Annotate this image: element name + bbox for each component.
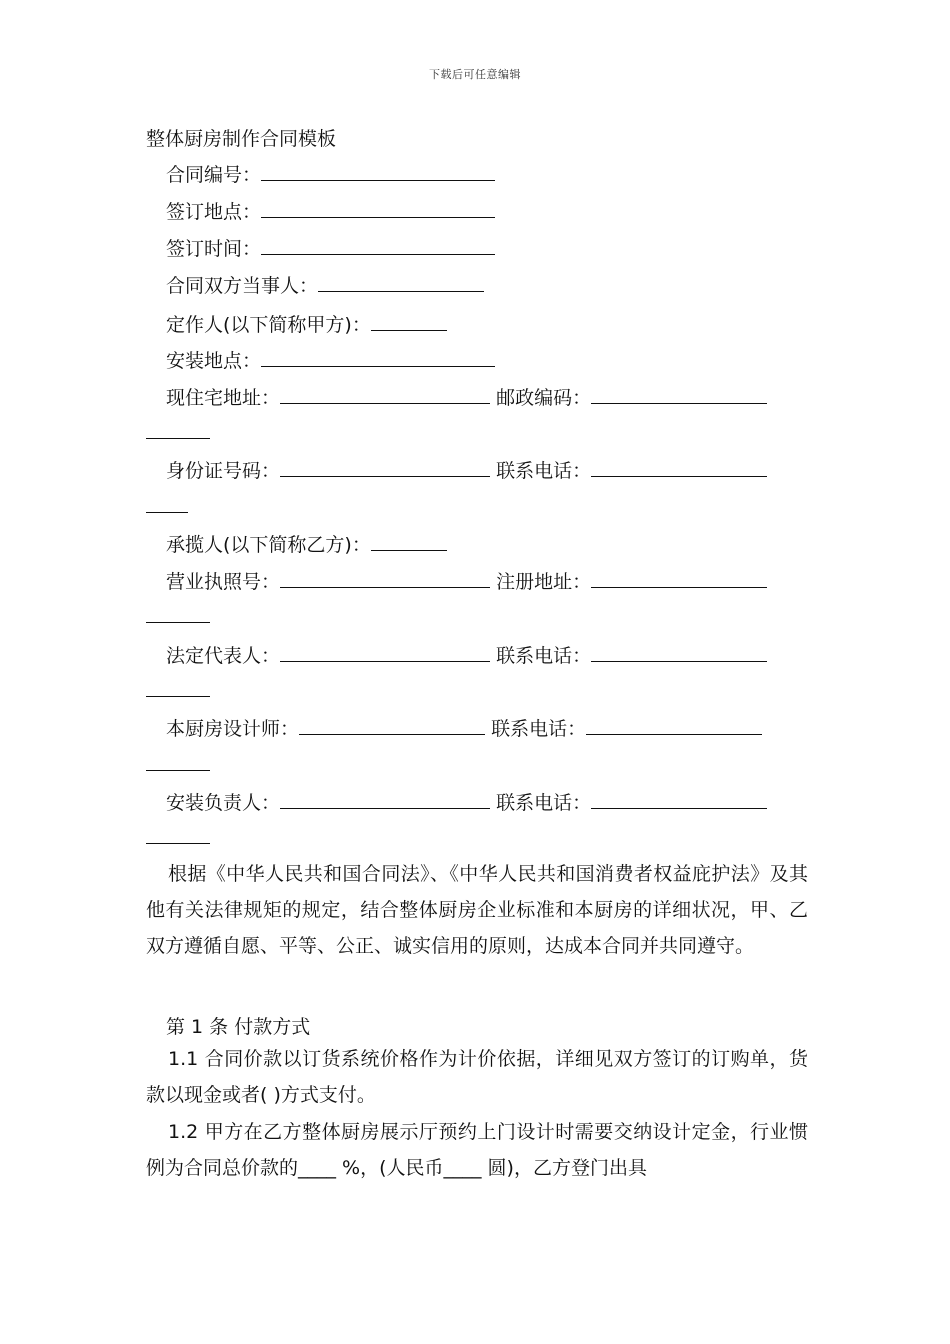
id-cont — [146, 494, 188, 518]
clause-1-2: 1.2 甲方在乙方整体厨房展示厅预约上门设计时需要交纳设计定金，行业惯例为合同总价款的____ %，(人民币____ 圆)，乙方登门出具 — [146, 1121, 808, 1179]
license-blank[interactable] — [280, 569, 490, 588]
party-a-blank[interactable] — [371, 312, 447, 331]
reg-address-blank-cont[interactable] — [146, 604, 210, 623]
intro-paragraph: 根据《中华人民共和国合同法》、《中华人民共和国消费者权益庇护法》及其他有关法律规矩的规定，结合整体厨房企业标准和本厨房的详细状况，甲、乙双方遵循自愿、平等、公正、诚实信用的原则，达成本合同并共同遵守。 — [146, 863, 808, 957]
party-b-line — [166, 530, 447, 557]
parties-line — [166, 271, 484, 298]
phone-blank-b-cont[interactable] — [146, 678, 210, 697]
address-label: 现住宅地址： — [166, 387, 281, 409]
id-label: 身份证号码： — [166, 460, 281, 482]
id-line — [166, 456, 767, 483]
designer-label: 本厨房设计师： — [166, 718, 300, 740]
designer-blank[interactable] — [299, 716, 485, 735]
install-lead-label: 安装负责人： — [166, 792, 281, 814]
contract-no-line — [166, 160, 495, 187]
parties-label: 合同双方当事人： — [166, 275, 319, 297]
phone-label-a: 联系电话： — [496, 460, 592, 482]
sign-time-label: 签订时间： — [166, 238, 262, 260]
contract-no-label: 合同编号： — [166, 164, 262, 186]
sign-place-line — [166, 197, 495, 224]
install-place-label: 安装地点： — [166, 350, 262, 372]
party-a-label: 定作人(以下简称甲方)： — [166, 314, 371, 336]
phone-label-c: 联系电话： — [491, 718, 587, 740]
sign-time-line — [166, 234, 495, 261]
license-label: 营业执照号： — [166, 571, 281, 593]
party-b-label: 承揽人(以下简称乙方)： — [166, 534, 371, 556]
clause-1-1: 1.1 合同价款以订货系统价格作为计价依据，详细见双方签订的订购单，货款以现金或者( )方式支付。 — [146, 1048, 808, 1106]
phone-blank-b[interactable] — [591, 643, 767, 662]
designer-line — [166, 714, 762, 741]
legal-rep-line — [166, 641, 767, 668]
phone-blank-d[interactable] — [591, 790, 767, 809]
legal-rep-blank[interactable] — [280, 643, 490, 662]
parties-blank[interactable] — [318, 273, 484, 292]
license-line — [166, 567, 767, 594]
postcode-label: 邮政编码： — [496, 387, 592, 409]
phone-blank-a[interactable] — [591, 458, 767, 477]
article-1-heading: 第 1 条 付款方式 — [166, 1016, 311, 1038]
party-b-blank[interactable] — [371, 532, 447, 551]
address-line — [166, 383, 767, 410]
legal-rep-cont — [146, 678, 210, 702]
phone-label-b: 联系电话： — [496, 645, 592, 667]
phone-label-d: 联系电话： — [496, 792, 592, 814]
phone-blank-a-cont[interactable] — [146, 494, 188, 513]
reg-address-blank[interactable] — [591, 569, 767, 588]
address-cont — [146, 420, 210, 444]
install-place-line — [166, 346, 495, 373]
sign-place-label: 签订地点： — [166, 201, 262, 223]
install-lead-line — [166, 788, 767, 815]
sign-time-blank[interactable] — [261, 236, 495, 255]
install-lead-blank[interactable] — [280, 790, 490, 809]
address-blank[interactable] — [280, 385, 490, 404]
postcode-blank[interactable] — [591, 385, 767, 404]
header-note: 下载后可任意编辑 — [429, 68, 521, 81]
phone-blank-c[interactable] — [586, 716, 762, 735]
install-place-blank[interactable] — [261, 348, 495, 367]
id-blank[interactable] — [280, 458, 490, 477]
sign-place-blank[interactable] — [261, 199, 495, 218]
legal-rep-label: 法定代表人： — [166, 645, 281, 667]
contract-no-blank[interactable] — [261, 162, 495, 181]
phone-blank-d-cont[interactable] — [146, 825, 210, 844]
install-lead-cont — [146, 825, 210, 849]
postcode-blank-cont[interactable] — [146, 420, 210, 439]
reg-address-label: 注册地址： — [496, 571, 592, 593]
party-a-line — [166, 310, 447, 337]
designer-cont — [146, 752, 210, 776]
license-cont — [146, 604, 210, 628]
phone-blank-c-cont[interactable] — [146, 752, 210, 771]
document-title: 整体厨房制作合同模板 — [146, 128, 337, 150]
